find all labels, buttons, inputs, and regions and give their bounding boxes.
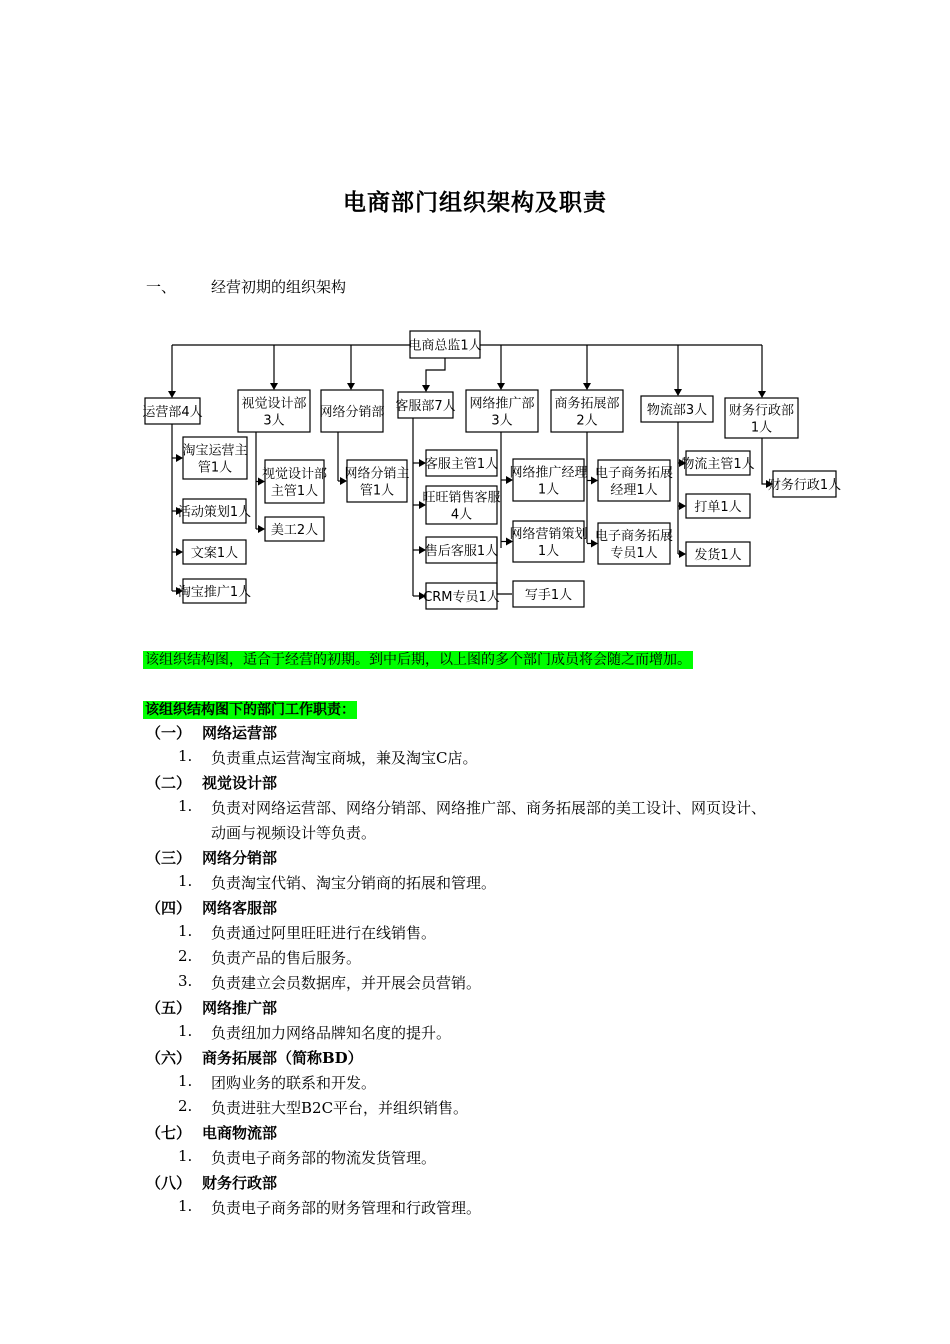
duties-heading: 该组织结构图下的部门工作职责： — [145, 702, 355, 718]
dept-box-tg — [466, 390, 538, 432]
sub-box-yy-3 — [178, 579, 251, 603]
arrow-head — [270, 383, 278, 390]
duty-heading — [146, 847, 277, 868]
sub-box-wl-2-label: 发货1人 — [694, 548, 742, 563]
arrow-head — [679, 502, 686, 510]
arrow-head — [674, 389, 682, 396]
dept-box-kf-label: 客服部7人 — [395, 399, 456, 414]
dept-box-sj-label: 3人 — [263, 413, 285, 429]
sub-box-wl-2 — [686, 542, 750, 566]
sub-box-tg-1-label: 网络营销策划 — [509, 527, 588, 542]
sub-box-tg-1 — [509, 521, 587, 562]
sub-box-bd-0-label: 电子商务拓展 — [594, 466, 674, 481]
connector-line — [497, 538, 512, 594]
dept-box-fx — [319, 390, 384, 432]
duty-item-number: 1. — [178, 747, 193, 765]
dept-box-wl-label: 物流部3人 — [646, 403, 708, 418]
duty-item-text: 团购业务的联系和开发。 — [211, 1074, 377, 1092]
duty-item-text: 负责电子商务部的物流发货管理。 — [211, 1149, 437, 1167]
duty-item-text: 负责淘宝代销、淘宝分销商的拓展和管理。 — [211, 874, 497, 892]
duty-item-number: 2. — [178, 1097, 193, 1115]
sub-box-kf-3 — [423, 583, 500, 609]
sub-box-fx-0 — [344, 460, 409, 502]
duty-heading-name: 电商物流部 — [202, 1124, 278, 1142]
sub-box-cw-0 — [768, 471, 841, 497]
arrow-head — [258, 525, 265, 533]
duty-item-number: 1. — [178, 1022, 193, 1040]
duty-item-number: 1. — [178, 872, 193, 890]
sub-box-sj-0 — [262, 460, 327, 503]
dept-box-cw-label: 财务行政部 — [728, 403, 795, 419]
sub-box-kf-1-label: 旺旺销售客服 — [422, 490, 501, 506]
duty-heading-number: （六） — [146, 1049, 192, 1067]
sub-box-wl-1 — [686, 494, 750, 518]
sub-box-tg-0 — [509, 459, 587, 501]
sub-box-cw-0-label: 财务行政1人 — [767, 478, 842, 493]
page-title: 电商部门组织架构及职责 — [343, 189, 607, 216]
dept-box-sj-label: 视觉设计部 — [241, 396, 307, 412]
sub-box-bd-1-label: 电子商务拓展 — [594, 529, 674, 544]
sub-box-kf-2-label: 售后客服1人 — [424, 544, 499, 559]
sub-box-fx-0-label: 管1人 — [359, 483, 395, 499]
duty-item-text: 负责建立会员数据库，并开展会员营销。 — [211, 974, 482, 992]
duty-heading-number: （三） — [146, 849, 192, 867]
sub-box-sj-0-label: 主管1人 — [270, 484, 319, 499]
duty-heading-name: 商务拓展部（简称BD） — [202, 1049, 363, 1067]
duty-heading — [146, 772, 277, 793]
sub-box-bd-0-label: 经理1人 — [610, 483, 658, 498]
sub-box-tg-2 — [513, 581, 584, 607]
duty-item-number: 3. — [178, 972, 193, 990]
duty-item-text: 负责对网络运营部、网络分销部、网络推广部、商务拓展部的美工设计、网页设计、 — [211, 799, 767, 817]
duty-item-number: 1. — [178, 1147, 193, 1165]
sub-box-yy-0-label: 管1人 — [197, 460, 233, 476]
dept-box-cw-label: 1人 — [750, 420, 773, 436]
root-box — [408, 331, 481, 358]
sub-box-yy-1-label: 活动策划1人 — [177, 505, 252, 520]
dept-box-sj — [238, 390, 310, 432]
sub-box-sj-1-label: 美工2人 — [270, 523, 319, 538]
root-box-label: 电商总监1人 — [408, 338, 482, 354]
duty-item-number: 1. — [178, 797, 193, 815]
dept-box-bd — [551, 390, 623, 432]
duty-heading — [146, 722, 277, 743]
arrow-head — [497, 383, 505, 390]
duty-item-text: 动画与视频设计等负责。 — [211, 824, 377, 842]
dept-box-cw — [725, 398, 798, 438]
arrow-head — [758, 391, 766, 398]
dept-box-yy — [142, 398, 202, 424]
duty-item-text: 负责进驻大型B2C平台，并组织销售。 — [211, 1099, 469, 1117]
sub-box-bd-1 — [595, 523, 673, 564]
dept-box-tg-label: 3人 — [491, 413, 513, 429]
duty-heading-name: 网络运营部 — [202, 724, 278, 742]
duty-heading-name: 视觉设计部 — [202, 774, 278, 792]
section-heading: 经营初期的组织架构 — [211, 278, 347, 296]
duty-heading — [146, 897, 277, 918]
sub-box-yy-0-label: 淘宝运营主 — [182, 443, 248, 459]
sub-box-tg-1-label: 1人 — [537, 544, 560, 559]
sub-box-kf-3-label: CRM专员1人 — [423, 590, 500, 605]
duty-heading-number: （八） — [146, 1174, 192, 1192]
duty-item-text: 负责电子商务部的财务管理和行政管理。 — [211, 1199, 482, 1217]
sub-box-kf-2 — [425, 537, 498, 563]
sub-box-yy-3-label: 淘宝推广1人 — [177, 585, 252, 600]
duty-heading-name: 网络客服部 — [202, 899, 278, 917]
duty-item-text: 负责重点运营淘宝商城，兼及淘宝C店。 — [211, 749, 478, 767]
arrow-head — [422, 385, 430, 392]
duty-item-number: 2. — [178, 947, 193, 965]
org-chart — [0, 0, 950, 620]
dept-box-bd-label: 商务拓展部 — [554, 396, 620, 412]
sub-box-bd-1-label: 专员1人 — [610, 546, 658, 561]
sub-box-kf-1-label: 4人 — [450, 507, 473, 523]
sub-box-kf-1 — [422, 486, 500, 524]
sub-box-tg-0-label: 1人 — [537, 482, 560, 498]
duty-heading-number: （五） — [146, 999, 192, 1017]
duty-heading-name: 财务行政部 — [202, 1174, 278, 1192]
sub-box-yy-1 — [178, 499, 251, 523]
arrow-head — [176, 548, 183, 556]
chart-note: 该组织结构图，适合于经营的初期。到中后期，以上图的多个部门成员将会随之而增加。 — [145, 652, 691, 668]
section-number: 一、 — [146, 278, 177, 296]
dept-box-wl — [641, 396, 713, 422]
duty-item-number: 1. — [178, 1197, 193, 1215]
duty-heading-number: （四） — [146, 899, 192, 917]
duty-heading-number: （一） — [146, 724, 192, 742]
sub-box-wl-1-label: 打单1人 — [694, 500, 742, 515]
dept-box-bd-label: 2人 — [576, 413, 598, 429]
duty-heading — [146, 1172, 277, 1193]
dept-box-fx-label: 网络分销部 — [319, 405, 385, 420]
sub-box-tg-0-label: 网络推广经理 — [509, 465, 588, 481]
sub-box-tg-2-label: 写手1人 — [524, 588, 573, 603]
duty-heading — [146, 997, 277, 1018]
sub-box-wl-0 — [681, 451, 754, 475]
duty-heading-name: 网络分销部 — [202, 849, 278, 867]
dept-box-yy-label: 运营部4人 — [142, 405, 203, 420]
sub-box-sj-0-label: 视觉设计部 — [261, 467, 328, 482]
duty-item-text: 负责纽加力网络品牌知名度的提升。 — [211, 1024, 452, 1042]
duty-heading-number: （七） — [146, 1124, 192, 1142]
sub-box-wl-0-label: 物流主管1人 — [681, 457, 755, 472]
arrow-head — [347, 383, 355, 390]
dept-box-tg-label: 网络推广部 — [469, 396, 535, 412]
duty-heading — [146, 1047, 363, 1068]
arrow-head — [679, 550, 686, 558]
duty-heading-number: （二） — [146, 774, 192, 792]
duty-item-number: 1. — [178, 1072, 193, 1090]
sub-box-yy-0 — [182, 437, 247, 479]
sub-box-yy-2 — [183, 540, 246, 564]
arrow-head — [168, 391, 176, 398]
arrow-head — [583, 383, 591, 390]
dept-box-kf — [395, 392, 455, 418]
sub-box-sj-1 — [265, 517, 324, 541]
duty-heading — [146, 1122, 277, 1143]
sub-box-kf-0 — [425, 450, 498, 476]
duty-item-text: 负责通过阿里旺旺进行在线销售。 — [211, 924, 437, 942]
sub-box-fx-0-label: 网络分销主 — [344, 466, 410, 482]
sub-box-yy-2-label: 文案1人 — [190, 546, 239, 561]
sub-box-bd-0 — [595, 460, 673, 501]
sub-box-kf-0-label: 客服主管1人 — [424, 457, 499, 472]
duty-heading-name: 网络推广部 — [202, 999, 278, 1017]
duty-item-number: 1. — [178, 922, 193, 940]
duty-item-text: 负责产品的售后服务。 — [211, 949, 362, 967]
